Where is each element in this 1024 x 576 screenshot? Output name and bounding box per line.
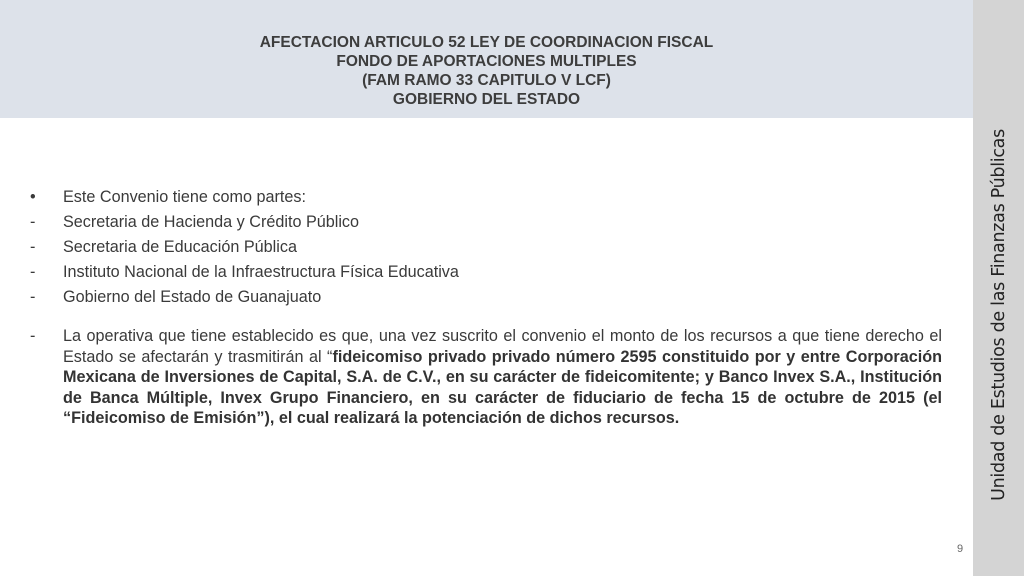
slide-content bbox=[30, 185, 942, 429]
title-line: AFECTACION ARTICULO 52 LEY DE COORDINACION FISCAL bbox=[259, 34, 714, 51]
page-number: 9 bbox=[957, 543, 964, 555]
slide-title bbox=[0, 33, 973, 109]
list-item-text: Secretaria de Educación Pública bbox=[63, 238, 297, 256]
header-band bbox=[0, 0, 973, 118]
title-line: FONDO DE APORTACIONES MULTIPLES bbox=[336, 53, 637, 70]
dash-marker: - bbox=[30, 288, 36, 306]
dash-marker: - bbox=[30, 238, 36, 256]
dash-marker: - bbox=[30, 327, 36, 345]
list-item bbox=[30, 235, 942, 260]
list-item bbox=[30, 185, 942, 210]
list-item bbox=[30, 260, 942, 285]
paragraph-text bbox=[63, 326, 942, 429]
paragraph-bold-text: fideicomiso privado privado número 2595 constituido por y entre Corporación Mexicana de Inversiones de Capital, S.A. de C.V., en su carácter de fideicomitente; y Banco Invex S.A., Institución de Banca Múltiple, Invex Grupo Financiero, en su carácter de fiduciario de fecha 15 de octubre de 2015 (el “Fideicomiso de Emisión”), el cual realizará la potenciación de dichos recursos. bbox=[63, 347, 943, 427]
list-item-text: Secretaria de Hacienda y Crédito Público bbox=[63, 213, 360, 231]
sidebar-label: Unidad de Estudios de las Finanzas Públicas bbox=[989, 129, 1009, 501]
bullet-marker: • bbox=[30, 188, 36, 206]
list-item-text: Instituto Nacional de la Infraestructura Física Educativa bbox=[63, 263, 459, 281]
paragraph-normal-text: La operativa que tiene establecido es que, una vez suscrito el convenio el monto de los recursos a que tiene derecho el Estado se afectarán y trasmitirán al “ bbox=[63, 327, 942, 366]
title-line: (FAM RAMO 33 CAPITULO V LCF) bbox=[362, 72, 611, 89]
title-line: GOBIERNO DEL ESTADO bbox=[392, 91, 581, 108]
list-item bbox=[30, 210, 942, 235]
list-item-text: Este Convenio tiene como partes: bbox=[63, 188, 306, 206]
dash-marker: - bbox=[30, 263, 36, 281]
list-item bbox=[30, 285, 942, 310]
dash-marker: - bbox=[30, 213, 36, 231]
description-paragraph bbox=[30, 326, 942, 429]
list-item-text: Gobierno del Estado de Guanajuato bbox=[63, 288, 322, 306]
